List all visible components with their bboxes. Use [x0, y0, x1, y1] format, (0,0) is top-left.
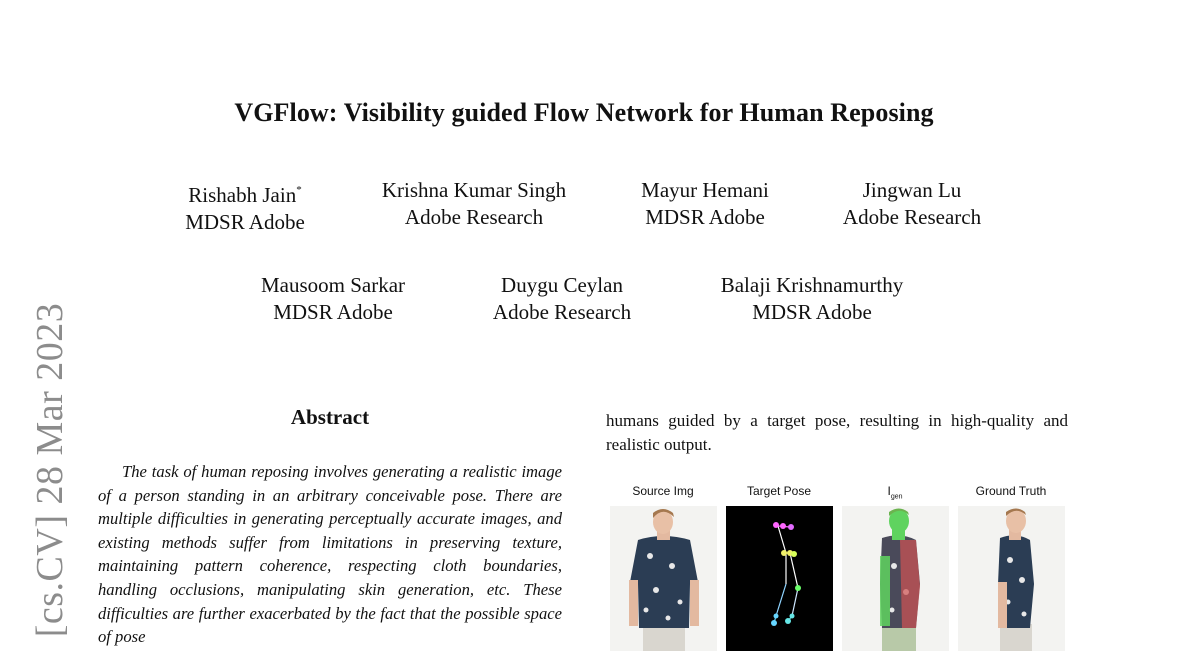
- figure-label-generated: [841, 484, 949, 500]
- corresponding-author-mark: *: [296, 184, 302, 196]
- author-affiliation: MDSR Adobe: [273, 300, 393, 324]
- author-name: Krishna Kumar Singh: [381, 178, 567, 202]
- ground-truth-image: [958, 506, 1065, 651]
- author-name: Mayur Hemani: [641, 178, 769, 202]
- abstract-heading: Abstract: [290, 405, 370, 429]
- author-name: Mausoom Sarkar: [260, 273, 406, 297]
- author-block: [382, 177, 566, 231]
- author-name: Balaji Krishnamurthy: [720, 273, 904, 297]
- paper-title: VGFlow: Visibility guided Flow Network for Human Reposing: [234, 98, 934, 127]
- target-pose-image: [726, 506, 833, 651]
- abstract-text: The task of human reposing involves generating a realistic image of a person standing in an arbitrary conceivable pose. There are multiple difficulties in generating perceptually accurate images, and existing methods suffer from limitations in preserving texture, maintaining pattern coherence, respecting cloth boundaries, handling occlusions, manipulating skin generation, etc. These difficulties are further exacerbated by the fact that the possible space of pose: [98, 462, 562, 647]
- author-name: Jingwan Lu: [862, 178, 962, 202]
- author-name: Duygu Ceylan: [501, 273, 623, 297]
- author-affiliation: Adobe Research: [492, 300, 632, 324]
- person-side-illustration: [958, 506, 1065, 651]
- generated-label-sub: gen: [890, 493, 903, 501]
- generated-image: [842, 506, 949, 651]
- author-block: [843, 177, 981, 231]
- figure-label-source: Source Img: [632, 484, 694, 498]
- author-block: [641, 177, 769, 231]
- author-block: [721, 272, 904, 326]
- author-affiliation: Adobe Research: [404, 205, 544, 229]
- author-block: [493, 272, 631, 326]
- pose-keypoints-illustration: [726, 506, 833, 651]
- author-block: [261, 272, 405, 326]
- generated-person-illustration: [842, 506, 949, 651]
- author-block: [185, 177, 305, 236]
- figure-label-ground-truth: Ground Truth: [975, 484, 1047, 498]
- author-affiliation: MDSR Adobe: [752, 300, 872, 324]
- figure-label-target: Target Pose: [746, 484, 812, 498]
- person-front-illustration: [610, 506, 717, 651]
- arxiv-stamp: [cs.CV] 28 Mar 2023: [29, 302, 71, 638]
- author-affiliation: Adobe Research: [842, 205, 982, 229]
- body-text: humans guided by a target pose, resulting in high-quality and realistic output.: [606, 411, 1068, 454]
- generated-label-main: I: [887, 484, 891, 498]
- author-affiliation: MDSR Adobe: [645, 205, 765, 229]
- author-name: Rishabh Jain: [188, 183, 297, 207]
- author-affiliation: MDSR Adobe: [185, 210, 305, 234]
- source-image: [610, 506, 717, 651]
